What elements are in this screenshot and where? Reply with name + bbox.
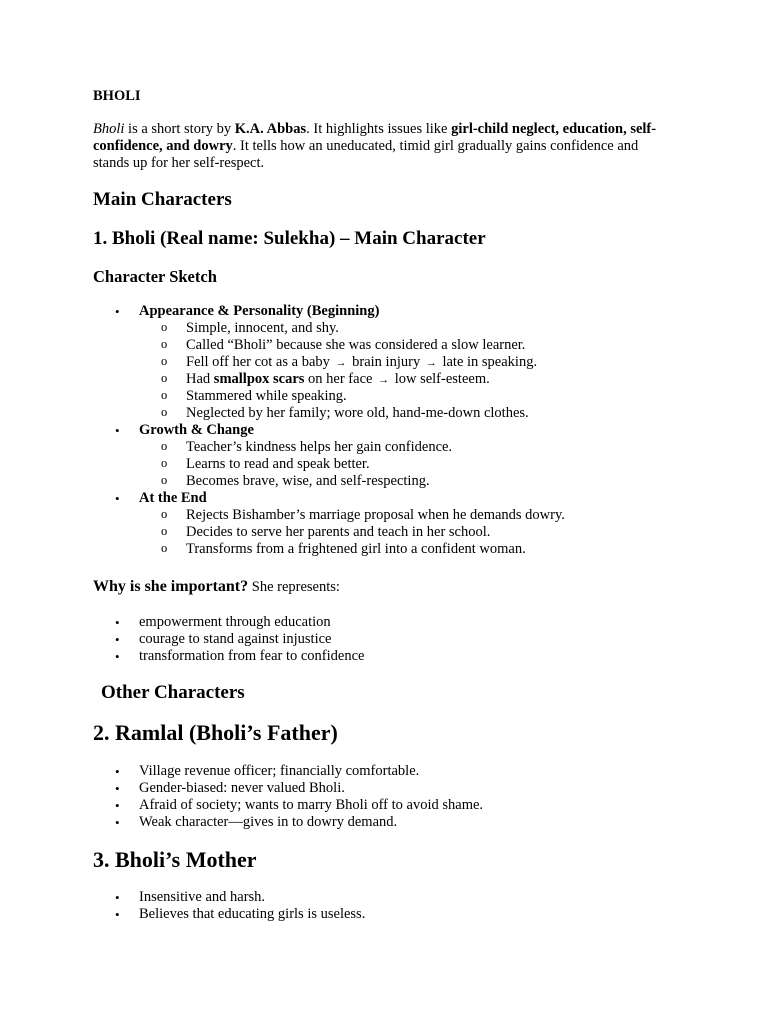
text: low self-esteem. (394, 371, 490, 387)
document-title: BHOLI (93, 88, 141, 104)
main-characters-heading: Main Characters (93, 189, 232, 210)
character-sketch-list (93, 303, 565, 558)
list-item: • Village revenue officer; financially comfortable. (93, 763, 483, 780)
ramlal-list (93, 763, 483, 831)
list-item: • transformation from fear to confidence (93, 648, 364, 665)
sub-list-item: o Called “Bholi” because she was considered a slow learner. (93, 337, 565, 354)
arrow-right-icon: → (335, 357, 347, 369)
list-item (93, 490, 565, 507)
text: late in speaking. (442, 354, 538, 370)
list-item: • empowerment through education (93, 614, 364, 631)
list-item: • Insensitive and harsh. (93, 889, 365, 906)
intro-text: . It tells how an uneducated, timid girl gradually gains confidence and stands up for her self-respect. (93, 138, 639, 171)
intro-text: . It highlights issues like (306, 121, 452, 137)
sub-list-item: o Becomes brave, wise, and self-respecting. (93, 473, 565, 490)
growth-label: Growth & Change (139, 422, 254, 438)
text: Fell off her cot as a baby (186, 354, 330, 370)
character-sketch-heading: Character Sketch (93, 267, 217, 286)
why-important (93, 578, 340, 596)
sub-list-item: o Decides to serve her parents and teach in her school. (93, 524, 565, 541)
list-item: • courage to stand against injustice (93, 631, 364, 648)
text: on her face (304, 371, 373, 387)
sub-list-item: o Teacher’s kindness helps her gain confidence. (93, 439, 565, 456)
sub-list-item (93, 371, 565, 388)
list-item: • Weak character—gives in to dowry demand. (93, 814, 483, 831)
list-item: • Afraid of society; wants to marry Bholi off to avoid shame. (93, 797, 483, 814)
ramlal-heading: 2. Ramlal (Bholi’s Father) (93, 720, 338, 745)
mother-heading: 3. Bholi’s Mother (93, 847, 257, 872)
sub-list-item: o Simple, innocent, and shy. (93, 320, 565, 337)
arrow-right-icon: → (425, 357, 437, 369)
why-label: Why is she important? (93, 578, 249, 595)
bholi-heading: 1. Bholi (Real name: Sulekha) – Main Character (93, 228, 486, 249)
sub-list-item: o Learns to read and speak better. (93, 456, 565, 473)
sub-list-item: o Transforms from a frightened girl into a confident woman. (93, 541, 565, 558)
sub-list-item: o Rejects Bishamber’s marriage proposal when he demands dowry. (93, 507, 565, 524)
list-item (93, 303, 565, 320)
text: Had (186, 371, 214, 387)
story-title: Bholi (93, 121, 125, 137)
sub-list-item (93, 354, 565, 371)
list-item: • Gender-biased: never valued Bholi. (93, 780, 483, 797)
text: brain injury (352, 354, 421, 370)
why-text: She represents: (248, 579, 340, 595)
list-item (93, 422, 565, 439)
intro-text: is a short story by (124, 121, 235, 137)
other-characters-heading: Other Characters (101, 682, 245, 703)
intro-paragraph (93, 121, 678, 172)
arrow-right-icon: → (378, 374, 390, 386)
mother-list (93, 889, 365, 923)
author-name: K.A. Abbas (234, 121, 307, 137)
appearance-label: Appearance & Personality (Beginning) (139, 303, 380, 319)
sub-list-item: o Stammered while speaking. (93, 388, 565, 405)
list-item: • Believes that educating girls is useless. (93, 906, 365, 923)
why-list (93, 614, 364, 665)
bold-text: smallpox scars (213, 371, 305, 387)
end-label: At the End (139, 490, 207, 506)
intro-themes: girl-child neglect, education, self-confidence, and dowry (93, 121, 657, 154)
sub-list-item: o Neglected by her family; wore old, hand-me-down clothes. (93, 405, 565, 422)
